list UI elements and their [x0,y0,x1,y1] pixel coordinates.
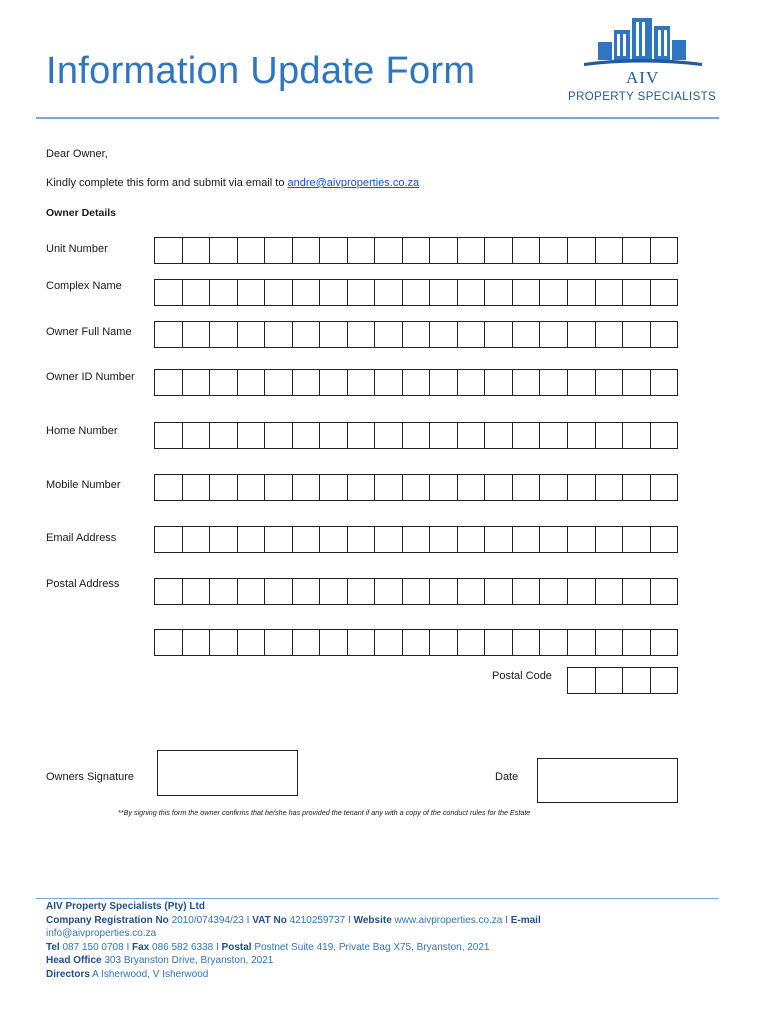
char-cell[interactable] [403,630,431,655]
char-cell[interactable] [651,475,678,500]
char-cell[interactable] [485,423,513,448]
logo-aiv-text: AIV [626,68,660,87]
char-cell[interactable] [430,370,458,395]
char-cell[interactable] [348,423,376,448]
char-cell[interactable] [183,630,211,655]
char-cell[interactable] [540,475,568,500]
date-label: Date [495,771,519,783]
char-cell[interactable] [293,475,321,500]
char-cell[interactable] [568,280,596,305]
char-cell[interactable] [210,322,238,347]
char-cell[interactable] [293,579,321,604]
char-cell[interactable] [293,370,321,395]
char-cell[interactable] [375,280,403,305]
char-cell[interactable] [375,527,403,552]
char-cell[interactable] [155,238,183,263]
char-cell[interactable] [513,423,541,448]
char-cell[interactable] [265,527,293,552]
char-cell[interactable] [623,630,651,655]
char-cell[interactable] [540,423,568,448]
owner-id-number-label: Owner ID Number [46,371,135,383]
footer-reg-label: Company Registration No [46,914,169,926]
char-cell[interactable] [651,423,678,448]
footer-fax-label: Fax [132,941,150,953]
char-cell[interactable] [458,423,486,448]
char-cell[interactable] [210,423,238,448]
char-cell[interactable] [265,630,293,655]
char-cell[interactable] [155,370,183,395]
char-cell[interactable] [210,475,238,500]
header-divider [36,117,719,119]
signature-box[interactable] [157,750,298,796]
postal-address-input-line1[interactable] [154,578,678,605]
char-cell[interactable] [430,527,458,552]
signing-note: **By signing this form the owner confirms that he/she has provided the tenant if any with a copy of the conduct rules for the Estate [118,808,531,817]
char-cell[interactable] [540,322,568,347]
char-cell[interactable] [568,630,596,655]
char-cell[interactable] [513,475,541,500]
char-cell[interactable] [596,668,624,693]
char-cell[interactable] [430,238,458,263]
footer-vat-value: 4210259737 [289,914,346,926]
char-cell[interactable] [403,370,431,395]
footer-vat-label: VAT No [252,914,287,926]
char-cell[interactable] [458,322,486,347]
char-cell[interactable] [155,322,183,347]
char-cell[interactable] [513,322,541,347]
char-cell[interactable] [348,370,376,395]
char-cell[interactable] [183,322,211,347]
footer-office-label: Head Office [46,955,102,967]
char-cell[interactable] [485,527,513,552]
char-cell[interactable] [513,527,541,552]
char-cell[interactable] [540,238,568,263]
char-cell[interactable] [623,527,651,552]
char-cell[interactable] [183,527,211,552]
char-cell[interactable] [210,527,238,552]
char-cell[interactable] [155,423,183,448]
char-cell[interactable] [403,238,431,263]
char-cell[interactable] [155,630,183,655]
char-cell[interactable] [293,630,321,655]
char-cell[interactable] [293,322,321,347]
postal-code-label: Postal Code [492,670,552,682]
char-cell[interactable] [540,280,568,305]
char-cell[interactable] [596,423,624,448]
char-cell[interactable] [210,238,238,263]
char-cell[interactable] [183,280,211,305]
char-cell[interactable] [375,579,403,604]
char-cell[interactable] [651,579,678,604]
char-cell[interactable] [540,527,568,552]
char-cell[interactable] [293,280,321,305]
char-cell[interactable] [485,630,513,655]
char-cell[interactable] [513,370,541,395]
mobile-number-label: Mobile Number [46,479,121,491]
postal-code-input[interactable] [567,667,678,694]
char-cell[interactable] [320,630,348,655]
char-cell[interactable] [155,579,183,604]
char-cell[interactable] [403,475,431,500]
char-cell[interactable] [183,423,211,448]
char-cell[interactable] [320,579,348,604]
char-cell[interactable] [293,423,321,448]
char-cell[interactable] [293,238,321,263]
char-cell[interactable] [540,370,568,395]
email-address-label: Email Address [46,532,117,544]
char-cell[interactable] [485,238,513,263]
char-cell[interactable] [651,527,678,552]
owner-full-name-input[interactable] [154,321,678,348]
email-address-input[interactable] [154,526,678,553]
char-cell[interactable] [596,370,624,395]
char-cell[interactable] [375,475,403,500]
char-cell[interactable] [238,579,266,604]
char-cell[interactable] [513,630,541,655]
footer-divider [36,898,719,899]
instruction-line [46,177,419,189]
greeting: Dear Owner, [46,148,108,160]
char-cell[interactable] [623,579,651,604]
char-cell[interactable] [485,370,513,395]
char-cell[interactable] [403,579,431,604]
complex-name-input[interactable] [154,279,678,306]
char-cell[interactable] [183,370,211,395]
char-cell[interactable] [651,630,678,655]
footer-fax-value: 086 582 6338 [152,941,214,953]
char-cell[interactable] [348,280,376,305]
footer-web-value[interactable]: www.aivproperties.co.za [394,914,503,926]
footer-directors-value: A Isherwood, V Isherwood [92,968,209,980]
char-cell[interactable] [238,423,266,448]
char-cell[interactable] [540,630,568,655]
char-cell[interactable] [485,322,513,347]
char-cell[interactable] [596,280,624,305]
char-cell[interactable] [238,322,266,347]
char-cell[interactable] [155,280,183,305]
char-cell[interactable] [403,527,431,552]
char-cell[interactable] [238,238,266,263]
footer-separator: I [348,914,351,926]
char-cell[interactable] [596,579,624,604]
char-cell[interactable] [183,238,211,263]
unit-number-input[interactable] [154,237,678,264]
footer-office-value: 303 Bryanston Drive, Bryanston, 2021 [104,955,274,967]
char-cell[interactable] [513,280,541,305]
char-cell[interactable] [458,280,486,305]
char-cell[interactable] [293,527,321,552]
logo-subtitle: PROPERTY SPECIALISTS [568,91,717,103]
home-number-label: Home Number [46,425,118,437]
char-cell[interactable] [651,668,678,693]
char-cell[interactable] [430,630,458,655]
char-cell[interactable] [375,423,403,448]
footer-tel-label: Tel [46,941,60,953]
char-cell[interactable] [320,475,348,500]
complex-name-label: Complex Name [46,280,122,292]
unit-number-label: Unit Number [46,243,108,255]
char-cell[interactable] [238,280,266,305]
char-cell[interactable] [651,322,678,347]
page-title: Information Update Form [46,50,476,92]
char-cell[interactable] [238,630,266,655]
char-cell[interactable] [568,238,596,263]
section-title: Owner Details [46,207,117,219]
instruction-text: Kindly complete this form and submit via email to [46,177,285,189]
char-cell[interactable] [348,238,376,263]
char-cell[interactable] [375,630,403,655]
char-cell[interactable] [568,475,596,500]
char-cell[interactable] [210,280,238,305]
char-cell[interactable] [375,238,403,263]
char-cell[interactable] [430,579,458,604]
char-cell[interactable] [265,423,293,448]
char-cell[interactable] [651,370,678,395]
footer-separator: I [126,941,130,953]
char-cell[interactable] [568,579,596,604]
date-box[interactable] [537,758,678,803]
char-cell[interactable] [320,322,348,347]
footer-postal-label: Postal [221,941,252,953]
char-cell[interactable] [348,630,376,655]
char-cell[interactable] [238,527,266,552]
char-cell[interactable] [485,280,513,305]
footer-reg-value: 2010/074394/23 [171,914,244,926]
char-cell[interactable] [348,322,376,347]
home-number-input[interactable] [154,422,678,449]
char-cell[interactable] [458,370,486,395]
footer-directors-label: Directors [46,968,90,980]
char-cell[interactable] [568,423,596,448]
char-cell[interactable] [623,238,651,263]
char-cell[interactable] [540,579,568,604]
char-cell[interactable] [375,370,403,395]
char-cell[interactable] [568,527,596,552]
char-cell[interactable] [623,668,651,693]
char-cell[interactable] [403,322,431,347]
char-cell[interactable] [568,370,596,395]
char-cell[interactable] [485,475,513,500]
char-cell[interactable] [348,475,376,500]
char-cell[interactable] [403,423,431,448]
owner-full-name-label: Owner Full Name [46,326,132,338]
char-cell[interactable] [238,475,266,500]
footer-postal-value: Postnet Suite 419, Private Bag X75, Bryanston, 2021 [254,941,490,953]
owners-signature-label: Owners Signature [46,771,135,783]
char-cell[interactable] [320,423,348,448]
char-cell[interactable] [183,475,211,500]
char-cell[interactable] [320,527,348,552]
footer-separator: I [215,941,219,953]
char-cell[interactable] [623,370,651,395]
char-cell[interactable] [568,322,596,347]
char-cell[interactable] [513,238,541,263]
company-logo [562,16,724,108]
footer-web-label: Website [353,914,392,926]
char-cell[interactable] [183,579,211,604]
char-cell[interactable] [568,668,596,693]
char-cell[interactable] [210,579,238,604]
char-cell[interactable] [265,322,293,347]
char-cell[interactable] [623,475,651,500]
footer-company: AIV Property Specialists (Pty) Ltd [46,901,205,912]
char-cell[interactable] [265,370,293,395]
char-cell[interactable] [458,630,486,655]
char-cell[interactable] [596,527,624,552]
char-cell[interactable] [375,322,403,347]
char-cell[interactable] [623,423,651,448]
footer-separator: I [505,914,508,926]
char-cell[interactable] [623,322,651,347]
footer-email-label: E-mail [510,914,541,926]
char-cell[interactable] [623,280,651,305]
owner-id-number-input[interactable] [154,369,678,396]
char-cell[interactable] [651,238,678,263]
footer [46,900,541,982]
char-cell[interactable] [596,475,624,500]
char-cell[interactable] [155,527,183,552]
char-cell[interactable] [265,579,293,604]
char-cell[interactable] [596,322,624,347]
char-cell[interactable] [348,527,376,552]
char-cell[interactable] [210,630,238,655]
char-cell[interactable] [265,280,293,305]
char-cell[interactable] [458,475,486,500]
char-cell[interactable] [320,370,348,395]
char-cell[interactable] [430,322,458,347]
char-cell[interactable] [348,579,376,604]
char-cell[interactable] [155,475,183,500]
char-cell[interactable] [596,630,624,655]
char-cell[interactable] [210,370,238,395]
postal-address-label: Postal Address [46,578,120,590]
footer-tel-value: 087 150 0708 [62,941,124,953]
char-cell[interactable] [238,370,266,395]
char-cell[interactable] [320,238,348,263]
char-cell[interactable] [403,280,431,305]
char-cell[interactable] [265,475,293,500]
postal-address-input-line2[interactable] [154,629,678,656]
char-cell[interactable] [458,527,486,552]
char-cell[interactable] [320,280,348,305]
char-cell[interactable] [458,238,486,263]
char-cell[interactable] [485,579,513,604]
char-cell[interactable] [651,280,678,305]
char-cell[interactable] [458,579,486,604]
char-cell[interactable] [430,423,458,448]
mobile-number-input[interactable] [154,474,678,501]
char-cell[interactable] [265,238,293,263]
char-cell[interactable] [430,475,458,500]
char-cell[interactable] [596,238,624,263]
buildings-icon [584,16,702,66]
char-cell[interactable] [513,579,541,604]
footer-email-value[interactable]: info@aivproperties.co.za [46,928,157,940]
contact-email-link[interactable]: andre@aivproperties.co.za [287,177,420,189]
char-cell[interactable] [430,280,458,305]
footer-separator: I [246,914,250,926]
